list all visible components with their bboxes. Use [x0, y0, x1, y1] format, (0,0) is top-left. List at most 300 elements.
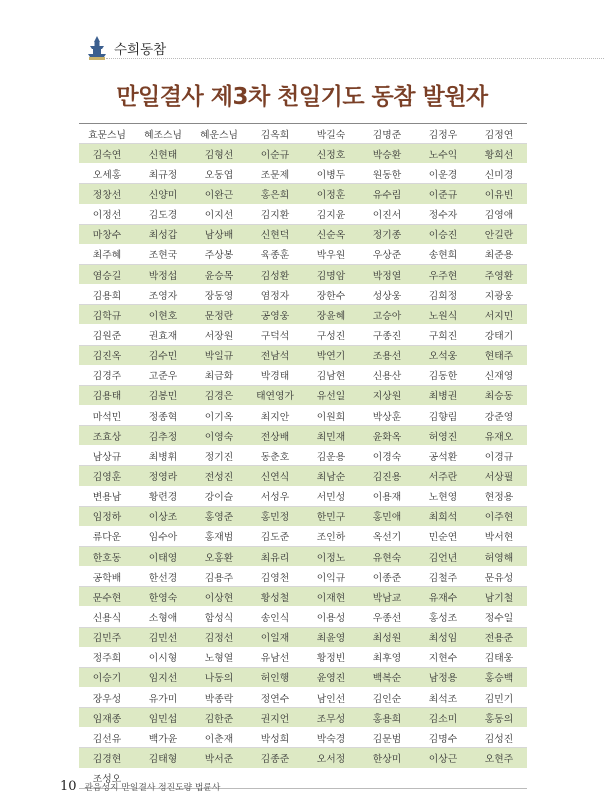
name-cell: 윤화옥: [359, 426, 415, 446]
name-cell: 허인행: [247, 667, 303, 687]
name-cell: 지현수: [415, 647, 471, 667]
name-cell: 이시형: [135, 647, 191, 667]
name-cell: 김숙연: [79, 144, 135, 164]
name-cell: 노원식: [415, 305, 471, 325]
table-row: [79, 687, 527, 707]
name-cell: 박정섭: [135, 264, 191, 284]
table-row: [79, 567, 527, 587]
name-cell: 홍민애: [359, 506, 415, 526]
name-cell: 홍동의: [471, 708, 527, 728]
name-cell: 이현호: [135, 305, 191, 325]
name-cell: 최윤영: [303, 627, 359, 647]
name-cell: 김경주: [79, 365, 135, 385]
name-cell: 서주란: [415, 466, 471, 486]
name-cell: 주영환: [471, 264, 527, 284]
name-cell: 지상원: [359, 385, 415, 405]
name-cell: 박숙경: [303, 728, 359, 748]
name-cell: 이진서: [359, 204, 415, 224]
name-cell: 육종훈: [247, 244, 303, 264]
name-cell: 원동한: [359, 164, 415, 184]
name-cell: 정창선: [79, 184, 135, 204]
name-cell: 김경은: [191, 385, 247, 405]
name-cell: 오서정: [303, 748, 359, 768]
name-cell: 최주혜: [79, 244, 135, 264]
table-row: [79, 224, 527, 244]
name-cell: 김소미: [415, 708, 471, 728]
name-cell: 혜운스님: [191, 124, 247, 144]
name-cell: 안길란: [471, 224, 527, 244]
name-cell: 김성진: [471, 728, 527, 748]
name-cell: 김민주: [79, 627, 135, 647]
name-cell: [359, 768, 415, 788]
table-row: [79, 405, 527, 425]
name-cell: 문수현: [79, 587, 135, 607]
name-cell: 김지윤: [303, 204, 359, 224]
name-cell: 이재현: [303, 587, 359, 607]
name-cell: 정종혁: [135, 405, 191, 425]
table-row: [79, 466, 527, 486]
name-cell: 박우원: [303, 244, 359, 264]
name-cell: 류다운: [79, 526, 135, 546]
name-cell: 이익규: [303, 567, 359, 587]
table-row: [79, 506, 527, 526]
table-row: [79, 667, 527, 687]
name-cell: 최후영: [359, 647, 415, 667]
table-row: [79, 305, 527, 325]
table-row: [79, 385, 527, 405]
name-cell: 이병두: [303, 164, 359, 184]
table-row: [79, 607, 527, 627]
name-cell: 이기옥: [191, 405, 247, 425]
name-cell: 이준규: [415, 184, 471, 204]
name-cell: 김명수: [415, 728, 471, 748]
name-cell: 김수민: [135, 345, 191, 365]
publication-name: 관음성지 만일결사 정진도량 법륜사: [84, 783, 221, 793]
name-cell: 서장원: [191, 325, 247, 345]
name-cell: 김진옥: [79, 345, 135, 365]
name-cell: 신미경: [471, 164, 527, 184]
name-cell: 김인순: [359, 687, 415, 707]
name-cell: 임지선: [135, 667, 191, 687]
name-cell: 최민재: [303, 426, 359, 446]
name-cell: 구종진: [359, 325, 415, 345]
name-cell: 마창수: [79, 224, 135, 244]
name-cell: 장윤혜: [303, 305, 359, 325]
name-cell: 구덕석: [247, 325, 303, 345]
name-cell: 홍민정: [247, 506, 303, 526]
name-cell: 오동엽: [191, 164, 247, 184]
name-cell: 정기종: [359, 224, 415, 244]
table-row: [79, 426, 527, 446]
table-row: [79, 647, 527, 667]
name-cell: 이경숙: [359, 446, 415, 466]
name-cell: 정주희: [79, 647, 135, 667]
name-cell: 한상미: [359, 748, 415, 768]
name-cell: 김진용: [359, 466, 415, 486]
name-cell: 공학배: [79, 567, 135, 587]
table-row: [79, 164, 527, 184]
name-cell: 구희진: [415, 325, 471, 345]
name-cell: 이원희: [303, 405, 359, 425]
name-cell: 주상봉: [191, 244, 247, 264]
name-cell: 정수자: [415, 204, 471, 224]
name-cell: 동춘호: [247, 446, 303, 466]
name-cell: 현정용: [471, 486, 527, 506]
name-cell: 문유성: [471, 567, 527, 587]
name-cell: 남기철: [471, 587, 527, 607]
name-cell: 공석환: [415, 446, 471, 466]
name-cell: 서성우: [247, 486, 303, 506]
page-title: 만일결사 제3차 천일기도 동참 발원자: [116, 84, 488, 110]
name-cell: 고승아: [359, 305, 415, 325]
name-cell: 성상웅: [359, 285, 415, 305]
name-cell: 지광웅: [471, 285, 527, 305]
name-cell: 권지언: [247, 708, 303, 728]
name-cell: 최성원: [359, 627, 415, 647]
name-cell: 최유리: [247, 546, 303, 566]
name-cell: 최준용: [471, 244, 527, 264]
name-cell: 이상현: [191, 587, 247, 607]
table-row: [79, 244, 527, 264]
name-cell: 유가미: [135, 687, 191, 707]
name-cell: 홍은희: [247, 184, 303, 204]
name-cell: 문정란: [191, 305, 247, 325]
name-cell: 조성오: [79, 768, 135, 788]
name-cell: 정기진: [191, 446, 247, 466]
name-cell: 최금화: [191, 365, 247, 385]
name-cell: 박서현: [471, 526, 527, 546]
name-cell: 최규정: [135, 164, 191, 184]
name-cell: 태연영가: [247, 385, 303, 405]
name-cell: 최병권: [415, 385, 471, 405]
name-cell: 한선경: [135, 567, 191, 587]
name-cell: 이운경: [415, 164, 471, 184]
name-cell: 장동영: [191, 285, 247, 305]
name-cell: 김원준: [79, 325, 135, 345]
name-cell: 허영해: [471, 546, 527, 566]
name-cell: 이태영: [135, 546, 191, 566]
name-cell: 신현태: [135, 144, 191, 164]
name-cell: 임재종: [79, 708, 135, 728]
name-cell: 김태형: [135, 748, 191, 768]
name-cell: 홍승백: [471, 667, 527, 687]
name-cell: 최지안: [247, 405, 303, 425]
table-row: [79, 446, 527, 466]
name-cell: [247, 768, 303, 788]
name-cell: 이종준: [359, 567, 415, 587]
name-cell: 김정연: [471, 124, 527, 144]
name-cell: 현태주: [471, 345, 527, 365]
name-cell: 황성철: [247, 587, 303, 607]
name-cell: 권효재: [135, 325, 191, 345]
name-cell: 황희선: [471, 144, 527, 164]
name-cell: 우종선: [359, 607, 415, 627]
table-row: [79, 627, 527, 647]
name-cell: [303, 768, 359, 788]
name-cell: 정수일: [471, 607, 527, 627]
name-cell: 이승기: [79, 667, 135, 687]
name-cell: 김용태: [79, 385, 135, 405]
name-cell: 조용선: [359, 345, 415, 365]
name-cell: 공영웅: [247, 305, 303, 325]
table-row: [79, 365, 527, 385]
name-cell: 박서준: [191, 748, 247, 768]
name-cell: 이상조: [135, 506, 191, 526]
name-cell: 유선일: [303, 385, 359, 405]
name-cell: 신용산: [359, 365, 415, 385]
name-cell: 고준우: [135, 365, 191, 385]
name-cell: 신재영: [471, 365, 527, 385]
name-cell: 정연수: [247, 687, 303, 707]
name-cell: 신연식: [247, 466, 303, 486]
name-cell: 최성갑: [135, 224, 191, 244]
name-cell: 염승길: [79, 264, 135, 284]
name-cell: 김도준: [247, 526, 303, 546]
name-cell: 오세홍: [79, 164, 135, 184]
name-cell: 김정우: [415, 124, 471, 144]
table-row: [79, 204, 527, 224]
name-cell: 김용희: [79, 285, 135, 305]
name-cell: 김종준: [247, 748, 303, 768]
table-row: [79, 748, 527, 768]
name-cell: 홍재범: [191, 526, 247, 546]
name-cell: 김철주: [415, 567, 471, 587]
name-cell: 강태기: [471, 325, 527, 345]
name-cell: 오석웅: [415, 345, 471, 365]
name-cell: 조무성: [303, 708, 359, 728]
name-cell: 이순규: [247, 144, 303, 164]
name-cell: 서지민: [471, 305, 527, 325]
name-cell: 김민기: [471, 687, 527, 707]
name-cell: 김영훈: [79, 466, 135, 486]
table-row: [79, 526, 527, 546]
name-cell: 김한준: [191, 708, 247, 728]
name-cell: 조문제: [247, 164, 303, 184]
name-cell: 이용재: [359, 486, 415, 506]
name-cell: 박승환: [359, 144, 415, 164]
name-cell: 박경태: [247, 365, 303, 385]
page-number: 10: [60, 779, 77, 794]
name-cell: 염정자: [247, 285, 303, 305]
name-cell: 최남순: [303, 466, 359, 486]
name-cell: 유수림: [359, 184, 415, 204]
name-cell: 김영천: [247, 567, 303, 587]
name-cell: 신용식: [79, 607, 135, 627]
name-cell: 서상필: [471, 466, 527, 486]
name-cell: 박남교: [359, 587, 415, 607]
name-cell: 구성진: [303, 325, 359, 345]
name-cell: 유재오: [471, 426, 527, 446]
name-cell: 이정노: [303, 546, 359, 566]
name-cell: 남상규: [79, 446, 135, 466]
name-cell: 한민구: [303, 506, 359, 526]
name-cell: 오홍환: [191, 546, 247, 566]
name-cell: 조현국: [135, 244, 191, 264]
name-cell: 박길숙: [303, 124, 359, 144]
participant-names-table: [79, 123, 527, 789]
name-cell: 김언년: [415, 546, 471, 566]
name-cell: 허영진: [415, 426, 471, 446]
name-cell: 정영라: [135, 466, 191, 486]
table-row: [79, 546, 527, 566]
name-cell: 임정하: [79, 506, 135, 526]
name-cell: 김학규: [79, 305, 135, 325]
name-cell: [471, 768, 527, 788]
name-cell: 효문스님: [79, 124, 135, 144]
name-cell: [415, 768, 471, 788]
name-cell: 유남선: [247, 647, 303, 667]
name-cell: 나동의: [191, 667, 247, 687]
name-cell: 박정열: [359, 264, 415, 284]
table-row: [79, 587, 527, 607]
name-cell: 임민섭: [135, 708, 191, 728]
name-cell: 남상배: [191, 224, 247, 244]
name-cell: 강준영: [471, 405, 527, 425]
name-cell: 이주현: [471, 506, 527, 526]
name-cell: 남정용: [415, 667, 471, 687]
name-cell: 박연기: [303, 345, 359, 365]
name-cell: 김지환: [247, 204, 303, 224]
name-cell: 김동한: [415, 365, 471, 385]
name-cell: 박성희: [247, 728, 303, 748]
name-cell: 임수아: [135, 526, 191, 546]
name-cell: 윤승목: [191, 264, 247, 284]
name-cell: 함성식: [191, 607, 247, 627]
name-cell: 혜조스님: [135, 124, 191, 144]
table-row: [79, 184, 527, 204]
name-cell: 신정호: [303, 144, 359, 164]
name-cell: 이승진: [415, 224, 471, 244]
name-cell: 이영숙: [191, 426, 247, 446]
name-cell: 이용성: [303, 607, 359, 627]
name-cell: 유재수: [415, 587, 471, 607]
name-cell: 우상준: [359, 244, 415, 264]
name-cell: 전용준: [471, 627, 527, 647]
name-cell: 박일규: [191, 345, 247, 365]
name-cell: 남인선: [303, 687, 359, 707]
name-cell: 김문범: [359, 728, 415, 748]
name-cell: 전상배: [247, 426, 303, 446]
header-divider: [106, 58, 604, 59]
name-cell: 김추정: [135, 426, 191, 446]
name-cell: 이정선: [79, 204, 135, 224]
name-cell: 김선유: [79, 728, 135, 748]
name-cell: 우주현: [415, 264, 471, 284]
name-cell: 김도경: [135, 204, 191, 224]
name-cell: 김용주: [191, 567, 247, 587]
name-cell: 최석조: [415, 687, 471, 707]
name-cell: 신현덕: [247, 224, 303, 244]
name-cell: 최승동: [471, 385, 527, 405]
name-cell: 이지선: [191, 204, 247, 224]
name-cell: 최희석: [415, 506, 471, 526]
name-cell: 강이슬: [191, 486, 247, 506]
name-cell: 김옥희: [247, 124, 303, 144]
name-cell: 소형애: [135, 607, 191, 627]
table-row: [79, 708, 527, 728]
name-cell: 장한수: [303, 285, 359, 305]
name-cell: 마석민: [79, 405, 135, 425]
name-cell: 이유빈: [471, 184, 527, 204]
name-cell: 김명암: [303, 264, 359, 284]
name-cell: 한호동: [79, 546, 135, 566]
name-cell: 백가윤: [135, 728, 191, 748]
name-cell: 민순연: [415, 526, 471, 546]
name-cell: 박종락: [191, 687, 247, 707]
name-cell: 백복순: [359, 667, 415, 687]
table-row: [79, 264, 527, 284]
name-cell: 김희정: [415, 285, 471, 305]
name-cell: 박상훈: [359, 405, 415, 425]
name-cell: 송현희: [415, 244, 471, 264]
name-cell: 서민성: [303, 486, 359, 506]
name-cell: 노현영: [415, 486, 471, 506]
name-cell: 황련경: [135, 486, 191, 506]
name-cell: 조인하: [303, 526, 359, 546]
name-cell: 이경규: [471, 446, 527, 466]
name-cell: 변용남: [79, 486, 135, 506]
temple-logo-icon: [86, 35, 108, 61]
name-cell: 김향림: [415, 405, 471, 425]
name-cell: 전남석: [247, 345, 303, 365]
name-cell: 옥선기: [359, 526, 415, 546]
name-cell: 김성환: [247, 264, 303, 284]
name-cell: 유현숙: [359, 546, 415, 566]
name-cell: 최병휘: [135, 446, 191, 466]
name-cell: 김영애: [471, 204, 527, 224]
name-cell: 김명준: [359, 124, 415, 144]
name-cell: 홍성조: [415, 607, 471, 627]
name-cell: 최성임: [415, 627, 471, 647]
name-cell: 오현주: [471, 748, 527, 768]
name-cell: 김형선: [191, 144, 247, 164]
table-row: [79, 285, 527, 305]
name-cell: 장우성: [79, 687, 135, 707]
name-cell: 이춘재: [191, 728, 247, 748]
name-cell: 한영숙: [135, 587, 191, 607]
name-cell: 조영자: [135, 285, 191, 305]
name-cell: 김정선: [191, 627, 247, 647]
table-row: [79, 345, 527, 365]
table-row: [79, 728, 527, 748]
name-cell: 이상근: [415, 748, 471, 768]
name-cell: 송인식: [247, 607, 303, 627]
name-cell: 조효상: [79, 426, 135, 446]
page-footer: [60, 779, 220, 794]
name-cell: 김봉민: [135, 385, 191, 405]
name-cell: 김민선: [135, 627, 191, 647]
name-cell: 전성진: [191, 466, 247, 486]
name-cell: 홍영준: [191, 506, 247, 526]
name-cell: 황정빈: [303, 647, 359, 667]
table-row: [79, 124, 527, 144]
name-cell: 김태웅: [471, 647, 527, 667]
name-cell: 이완근: [191, 184, 247, 204]
name-cell: 노수익: [415, 144, 471, 164]
name-cell: 이일재: [247, 627, 303, 647]
name-cell: 신양미: [135, 184, 191, 204]
name-cell: 이정훈: [303, 184, 359, 204]
name-cell: 김운용: [303, 446, 359, 466]
name-cell: 홍용희: [359, 708, 415, 728]
name-cell: 신순옥: [303, 224, 359, 244]
name-cell: 김경현: [79, 748, 135, 768]
table-row: [79, 144, 527, 164]
name-cell: 노형열: [191, 647, 247, 667]
table-row: [79, 486, 527, 506]
name-cell: 윤영진: [303, 667, 359, 687]
name-cell: 김남현: [303, 365, 359, 385]
